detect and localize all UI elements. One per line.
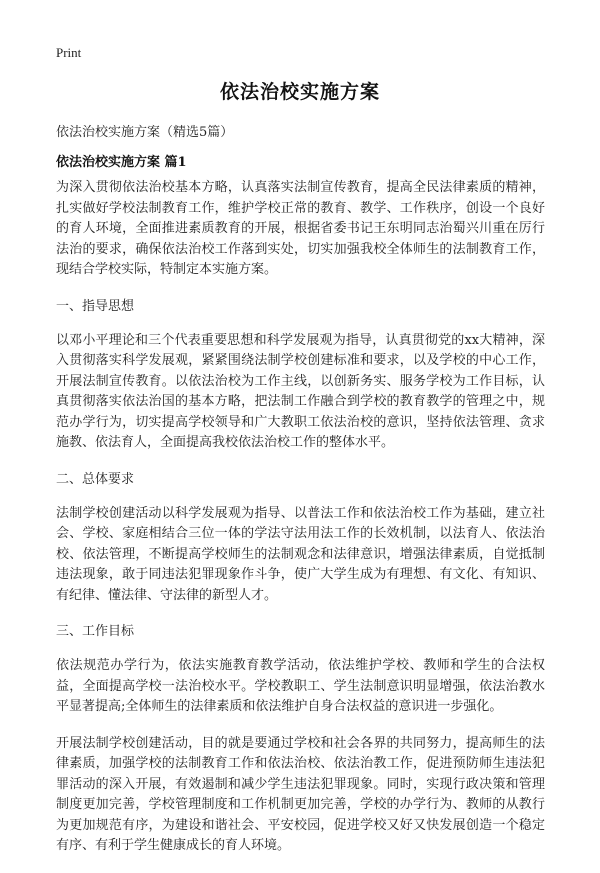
intro-paragraph: 为深入贯彻依法治校基本方略，认真落实法制宣传教育，提高全民法律素质的精神，扎实做好学校法制教育工作，维护学校正常的教育、教学、工作秩序，创设一个良好的育人环境，全面推进素质教育的开展，根据省委书记王东明同志治蜀兴川重在厉行法治的要求，确保依法治校工作落到实处，切实加强我校全体师生的法制教育工作，现结合学校实际，特制定本实施方案。 — [56, 180, 545, 277]
campaign-paragraph: 开展法制学校创建活动，目的就是要通过学校和社会各界的共同努力，提高师生的法律素质，加强学校的法制教育工作和依法治校、依法治教工作，促进预防师生违法犯罪活动的深入开展，有效遏制和减少学生违法犯罪现象。同时，实现行政决策和管理制度更加完善，学校管理制度和工作机制更加完善，学校的办学行为、教师的从教行为更加规范有序，为建设和谐社会、平安校园，促进学校又好又快发展创造一个稳定有序、有利于学生健康成长的育人环境。 — [56, 735, 545, 853]
work-goals-paragraph: 依法规范办学行为，依法实施教育教学活动，依法维护学校、教师和学生的合法权益，全面提高学校一法治校水平。学校教职工、学生法制意识明显增强，依法治教水平显著提高;全体师生的法律素质和依法维护自身合法权益的意识进一步强化。 — [56, 658, 545, 714]
heading-work-goals: 三、工作目标 — [56, 624, 135, 639]
print-link[interactable]: Print — [56, 45, 82, 60]
overall-requirements-paragraph: 法制学校创建活动以科学发展观为指导、以普法工作和依法治校工作为基础，建立社会、学校、家庭相结合三位一体的学法守法用法工作的长效机制，以法育人、依法治校、依法管理，不断提高学校师生的法制观念和法律意识，增强法律素质，自觉抵制违法现象，敢于同违法犯罪现象作斗争，使广大学生成为有理想、有文化、有知识、有纪律、懂法律、守法律的新型人才。 — [56, 505, 545, 603]
section-heading: 依法治校实施方案 篇1 — [56, 155, 187, 170]
page-title: 依法治校实施方案 — [219, 81, 380, 103]
document-body — [56, 178, 545, 873]
heading-overall-requirements: 二、总体要求 — [56, 471, 135, 487]
heading-guiding-ideology: 一、指导思想 — [56, 298, 135, 314]
document-subtitle: 依法治校实施方案（精选5篇） — [56, 125, 234, 140]
guiding-ideology-paragraph: 以邓小平理论和三个代表重要思想和科学发展观为指导，认真贯彻党的xx大精神，深入贯彻落实科学发展观，紧紧围绕法制学校创建标准和要求，以及学校的中心工作，开展法制宣传教育。以依法治校为工作主线，以创新务实、服务学校为工作目标，认真贯彻落实依法治国的基本方略，把法制工作融合到学校的教育教学的管理之中，规范办学行为，切实提高学校领导和广大教职工依法治校的意识，坚持依法管理、贪求施教、依法育人，全面提高我校依法治校工作的整体水平。 — [56, 332, 545, 450]
